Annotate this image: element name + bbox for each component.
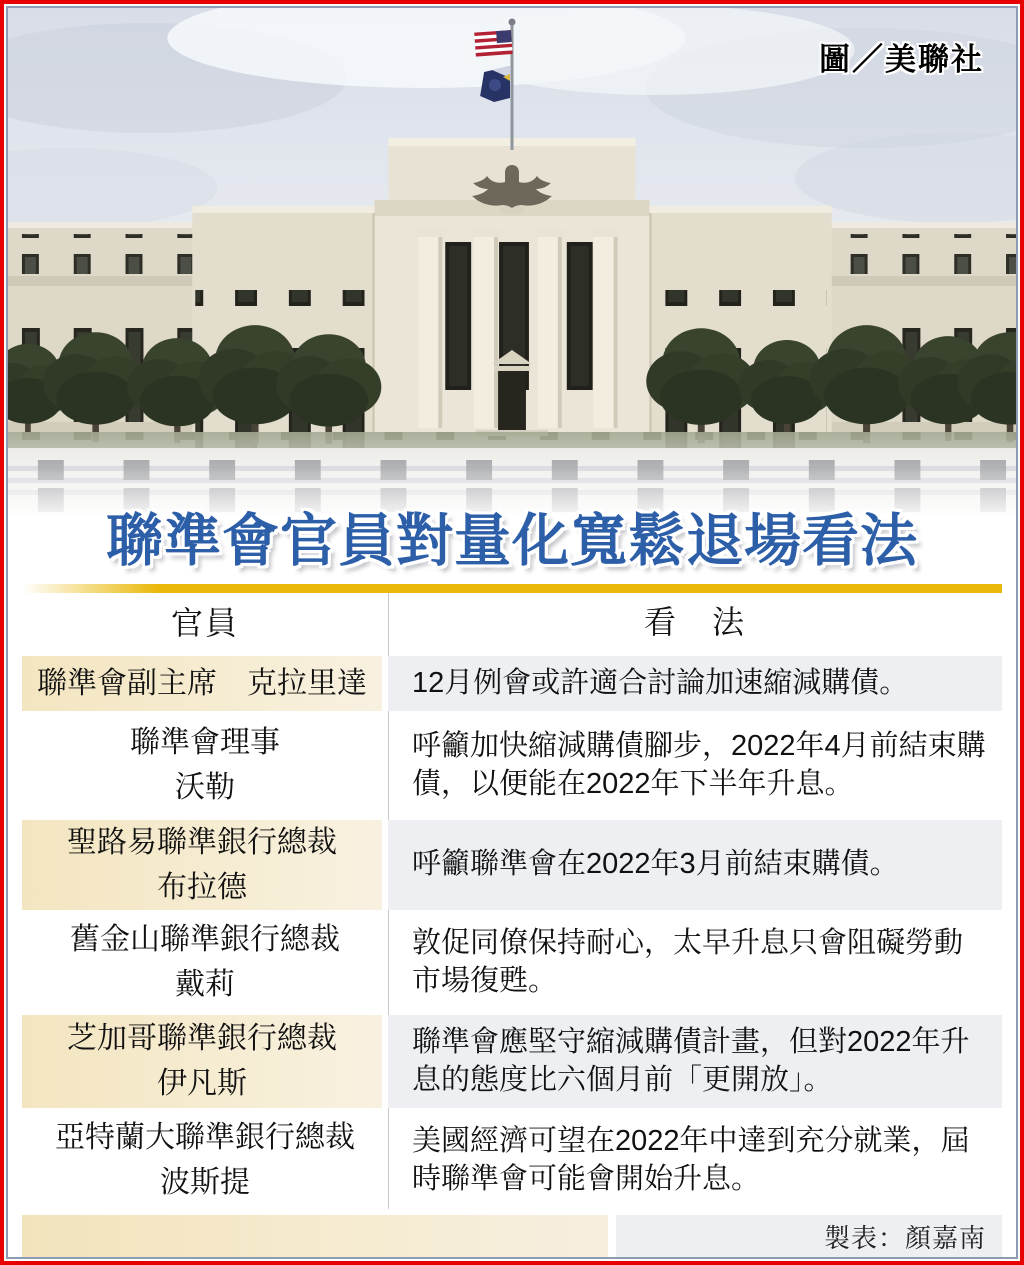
view-cell: 美國經濟可望在2022年中達到充分就業，屆時聯準會可能會開始升息。: [412, 1124, 970, 1196]
view-cell: 敦促同僚保持耐心，太早升息只會阻礙勞動市場復甦。: [412, 926, 964, 998]
view-cell: 呼籲聯準會在2022年3月前結束購債。: [388, 816, 1002, 914]
official-cell: 聯準會理事 沃勒: [130, 726, 280, 805]
column-header-official: 官員: [170, 604, 239, 641]
footer-cream-bar: [22, 1215, 608, 1259]
view-cell: 12月例會或許適合討論加速縮減購債。: [388, 652, 1002, 715]
federal-reserve-photo: [8, 8, 1016, 523]
table-row: [22, 715, 1002, 816]
photo-credit: 圖／美聯社: [819, 42, 984, 77]
footer-band: [22, 1215, 1002, 1259]
table-header-row: [22, 593, 1002, 652]
table-credit: 製表：顏嘉南: [616, 1215, 1002, 1259]
official-cell: 亞特蘭大聯準銀行總裁 波斯提: [55, 1121, 355, 1200]
view-cell: 呼籲加快縮減購債腳步，2022年4月前結束購債，以便能在2022年下半年升息。: [412, 729, 986, 801]
official-cell: 聯準會副主席 克拉里達: [22, 652, 388, 715]
table-row: [22, 816, 1002, 914]
gold-divider: [22, 584, 1002, 593]
table-row: [22, 1011, 1002, 1112]
official-cell: 聖路易聯準銀行總裁 布拉德: [22, 816, 388, 914]
column-header-view: 看 法: [643, 604, 746, 641]
table-row: [22, 652, 1002, 715]
official-cell: 芝加哥聯準銀行總裁 伊凡斯: [22, 1011, 388, 1112]
official-cell: 舊金山聯準銀行總裁 戴莉: [70, 923, 340, 1002]
table-row: [22, 1112, 1002, 1209]
view-cell: 聯準會應堅守縮減購債計畫，但對2022年升息的態度比六個月前「更開放」。: [388, 1011, 1002, 1112]
table-row: [22, 914, 1002, 1011]
us-flag-icon: [474, 30, 512, 57]
officials-table: [22, 593, 1002, 1209]
page-title: 聯準會官員對量化寬鬆退場看法: [106, 509, 918, 573]
